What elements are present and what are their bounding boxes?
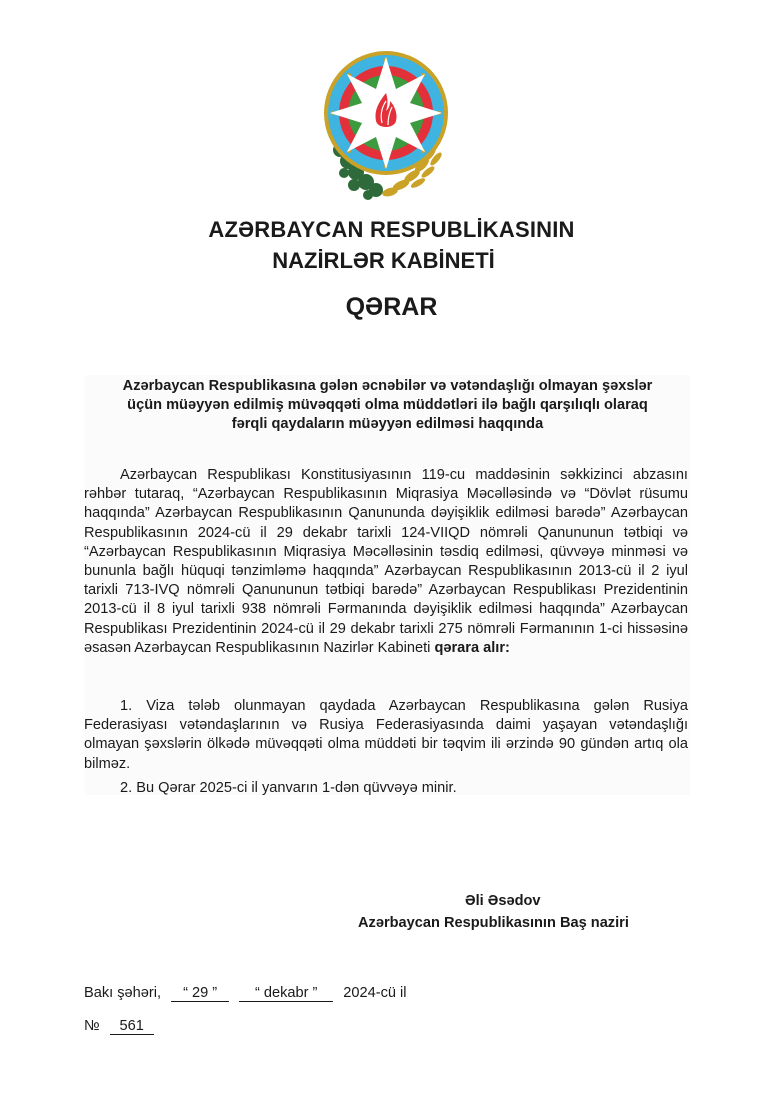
number-label: № [84,1018,100,1034]
subject-line-1: Azərbaycan Respublikasına gələn əcnəbilər və vətəndaşlığı olmayan şəxslər [122,378,653,394]
organization-line-1: AZƏRBAYCAN RESPUBLİKASININ [208,217,575,242]
document-type-title: QƏRAR [345,293,438,321]
document-subject [85,377,690,434]
azerbaijan-coat-of-arms-icon [318,45,454,205]
place-and-date [84,985,407,1002]
decision-phrase: qərara alır: [434,639,510,656]
document-number [84,1018,154,1035]
decision-item-1: 1. Viza tələb olunmayan qaydada Azərbaycan Respublikasına gələn Rusiya Federasiyası vətəndaşlarının və Rusiya Federasiyasında daimi yaşayan vətəndaşlığı olmayan şəxslərin ölkədə müvəqqəti olma müddəti bir təqvim ili ərzində 90 gündən artıq ola bilməz. [84,698,688,772]
date-month: “ dekabr ” [239,986,333,1002]
number-value: 561 [110,1019,154,1035]
organization-line-2: NAZİRLƏR KABİNETİ [272,248,495,273]
preamble-paragraph [84,466,688,658]
signatory-title: Azərbaycan Respublikasının Baş naziri [358,915,629,931]
date-year: 2024-cü il [343,985,407,1001]
subject-line-3: fərqli qaydaların müəyyən edilməsi haqqında [231,416,544,432]
date-day: “ 29 ” [171,986,229,1002]
signatory-name: Əli Əsədov [465,893,541,909]
preamble-text: Azərbaycan Respublikası Konstitusiyasının 119-cu maddəsinin səkkizinci abzasını rəhbər tutaraq, “Azərbaycan Respublikasının Miqrasiya Məcəlləsində və “Dövlət rüsumu haqqında” Azərbaycan Respublikasının Qanununda dəyişiklik edilməsi barədə” Azərbaycan Respublikasının 2024-cü il 29 dekabr tarixli 124-VIIQD nömrəli Qanununun tətbiqi və “Azərbaycan Respublikasının Miqrasiya Məcəlləsinin təsdiq edilməsi, qüvvəyə minməsi və bununla bağlı hüquqi tənzimləmə haqqında” Azərbaycan Respublikasının 2013-cü il 2 iyul tarixli 713-IVQ nömrəli Qanununun tətbiqi barədə” Azərbaycan Respublikası Prezidentinin 2013-cü il 8 iyul tarixli 938 nömrəli Fərmanında dəyişiklik edilməsi haqqında” Azərbaycan Respublikası Prezidentinin 2024-cü il 29 dekabr tarixli 275 nömrəli Fərmanının 1-ci hissəsinə əsasən Azərbaycan Respublikasının Nazirlər Kabineti [84,467,688,656]
subject-line-2: üçün müəyyən edilmiş müvəqqəti olma müddətləri ilə bağlı qarşılıqlı olaraq [127,397,648,413]
city: Bakı şəhəri, [84,985,162,1001]
decision-item-2: 2. Bu Qərar 2025-ci il yanvarın 1-dən qüvvəyə minir. [120,780,457,796]
